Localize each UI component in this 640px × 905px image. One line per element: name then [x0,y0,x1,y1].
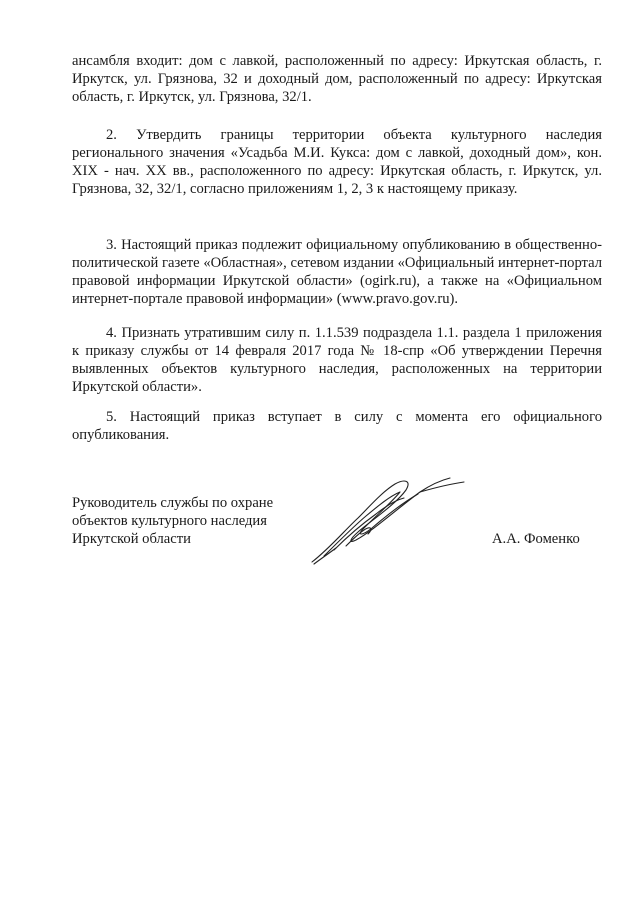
paragraph-item-5: 5. Настоящий приказ вступает в силу с момента его официального опубликования. [72,409,602,443]
signatory-title-line-1: Руководитель службы по охране [72,495,274,511]
handwritten-signature [300,470,470,570]
paragraph-1-continuation: ансамбля входит: дом с лавкой, расположенный по адресу: Иркутская область, г. Иркутск, ул. Грязнова, 32 и доходный дом, расположенный по адресу: Иркутская область, г. Иркутск, ул. Грязнова, 32/1. [72,53,602,105]
signatory-name: А.А. Фоменко [492,531,580,547]
signatory-title-line-2: объектов культурного наследия [72,513,267,529]
paragraph-item-2: 2. Утвердить границы территории объекта культурного наследия регионального значения «Усадьба М.И. Кукса: дом с лавкой, доходный дом», кон. XIX - нач. XX вв., расположенного по адресу: Иркутская область, г. Иркутск, ул. Грязнова, 32, 32/1, согласно приложениям 1, 2, 3 к настоящему приказу. [72,127,602,197]
signatory-title [72,494,273,548]
paragraph-item-3: 3. Настоящий приказ подлежит официальному опубликованию в общественно-политической газете «Областная», сетевом издании «Официальный интернет-портал правовой информации Иркутской области» (ogirk.ru), а также на «Официальном интернет-портале правовой информации» (www.pravo.gov.ru). [72,237,602,307]
signatory-title-line-3: Иркутской области [72,531,191,547]
paragraph-item-4: 4. Признать утратившим силу п. 1.1.539 подраздела 1.1. раздела 1 приложения к приказу службы от 14 февраля 2017 года № 18-спр «Об утверждении Перечня выявленных объектов культурного наследия, расположенных на территории Иркутской области». [72,325,602,395]
